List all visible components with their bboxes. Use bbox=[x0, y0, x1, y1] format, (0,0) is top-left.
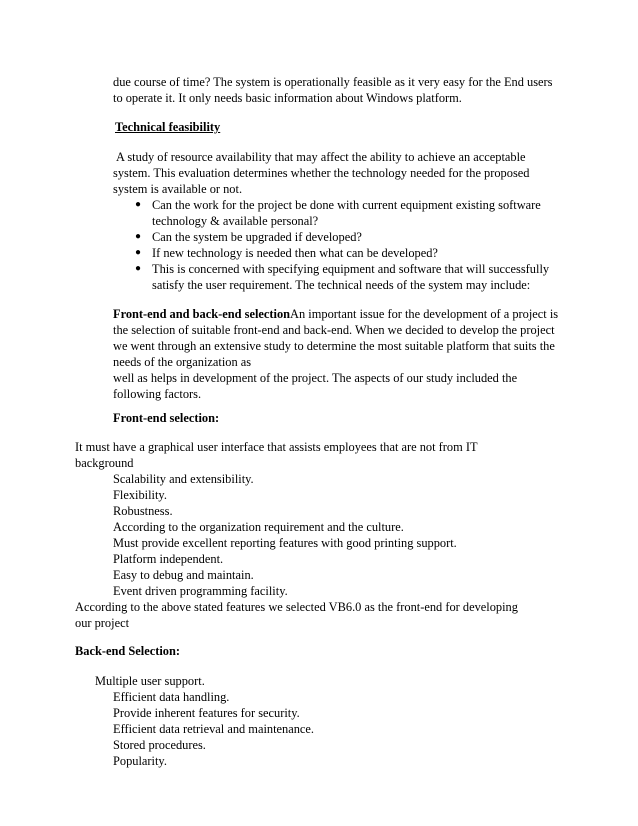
frontend-item: Scalability and extensibility. bbox=[113, 472, 254, 486]
frontback-heading: Front-end and back-end selection bbox=[113, 307, 291, 321]
frontback-line-2: the selection of suitable front-end and back-end. When we decided to develop the project bbox=[113, 323, 555, 337]
backend-heading: Back-end Selection: bbox=[75, 644, 180, 658]
frontend-heading: Front-end selection: bbox=[113, 411, 220, 425]
technical-para-line-3: system is available or not. bbox=[113, 182, 243, 196]
intro-line-1: due course of time? The system is operationally feasible as it very easy for the End users bbox=[113, 75, 553, 89]
backend-item: Stored procedures. bbox=[113, 738, 206, 752]
backend-item: Provide inherent features for security. bbox=[113, 706, 300, 720]
technical-bullet-4-line-2: satisfy the user requirement. The technical needs of the system may include: bbox=[152, 278, 531, 292]
technical-para-line-2: system. This evaluation determines whether the technology needed for the proposed bbox=[113, 166, 530, 180]
frontback-line-4: needs of the organization as bbox=[113, 355, 252, 369]
bullet-icon: ● bbox=[135, 231, 142, 242]
frontend-intro-line-2: background bbox=[75, 456, 134, 470]
frontback-line-1 bbox=[113, 306, 558, 322]
backend-item: Popularity. bbox=[113, 754, 167, 768]
technical-para-line-1: A study of resource availability that may affect the ability to achieve an acceptable bbox=[116, 150, 526, 164]
frontback-line-3: we went through an extensive study to determine the most suitable platform that suits the bbox=[113, 339, 555, 353]
frontend-item: Must provide excellent reporting features with good printing support. bbox=[113, 536, 457, 550]
backend-item: Multiple user support. bbox=[95, 674, 205, 688]
frontend-conclusion-line-2: our project bbox=[75, 616, 130, 630]
technical-bullet-4-line-1: This is concerned with specifying equipment and software that will successfully bbox=[152, 262, 550, 276]
technical-bullet-3: If new technology is needed then what can be developed? bbox=[152, 246, 438, 260]
frontback-line-1-text: An important issue for the development of a project is bbox=[290, 307, 559, 321]
backend-item: Efficient data retrieval and maintenance. bbox=[113, 722, 315, 736]
frontend-item: Platform independent. bbox=[113, 552, 224, 566]
frontend-item: Flexibility. bbox=[113, 488, 167, 502]
technical-bullet-2: Can the system be upgraded if developed? bbox=[152, 230, 362, 244]
frontend-item: Robustness. bbox=[113, 504, 173, 518]
frontend-item: Event driven programming facility. bbox=[113, 584, 288, 598]
backend-item: Efficient data handling. bbox=[113, 690, 230, 704]
bullet-icon: ● bbox=[135, 247, 142, 258]
frontend-intro-line-1: It must have a graphical user interface that assists employees that are not from IT bbox=[75, 440, 478, 454]
technical-bullet-1-line-2: technology & available personal? bbox=[152, 214, 319, 228]
frontend-item: According to the organization requirement and the culture. bbox=[113, 520, 404, 534]
bullet-icon: ● bbox=[135, 263, 142, 274]
frontend-item: Easy to debug and maintain. bbox=[113, 568, 254, 582]
technical-bullet-1-line-1: Can the work for the project be done with current equipment existing software bbox=[152, 198, 541, 212]
technical-feasibility-heading: Technical feasibility bbox=[115, 120, 221, 134]
frontback-line-6: following factors. bbox=[113, 387, 202, 401]
intro-line-2: to operate it. It only needs basic information about Windows platform. bbox=[113, 91, 462, 105]
bullet-icon: ● bbox=[135, 199, 142, 210]
frontback-line-5: well as helps in development of the project. The aspects of our study included the bbox=[113, 371, 518, 385]
frontend-conclusion-line-1: According to the above stated features we selected VB6.0 as the front-end for developing bbox=[75, 600, 518, 614]
